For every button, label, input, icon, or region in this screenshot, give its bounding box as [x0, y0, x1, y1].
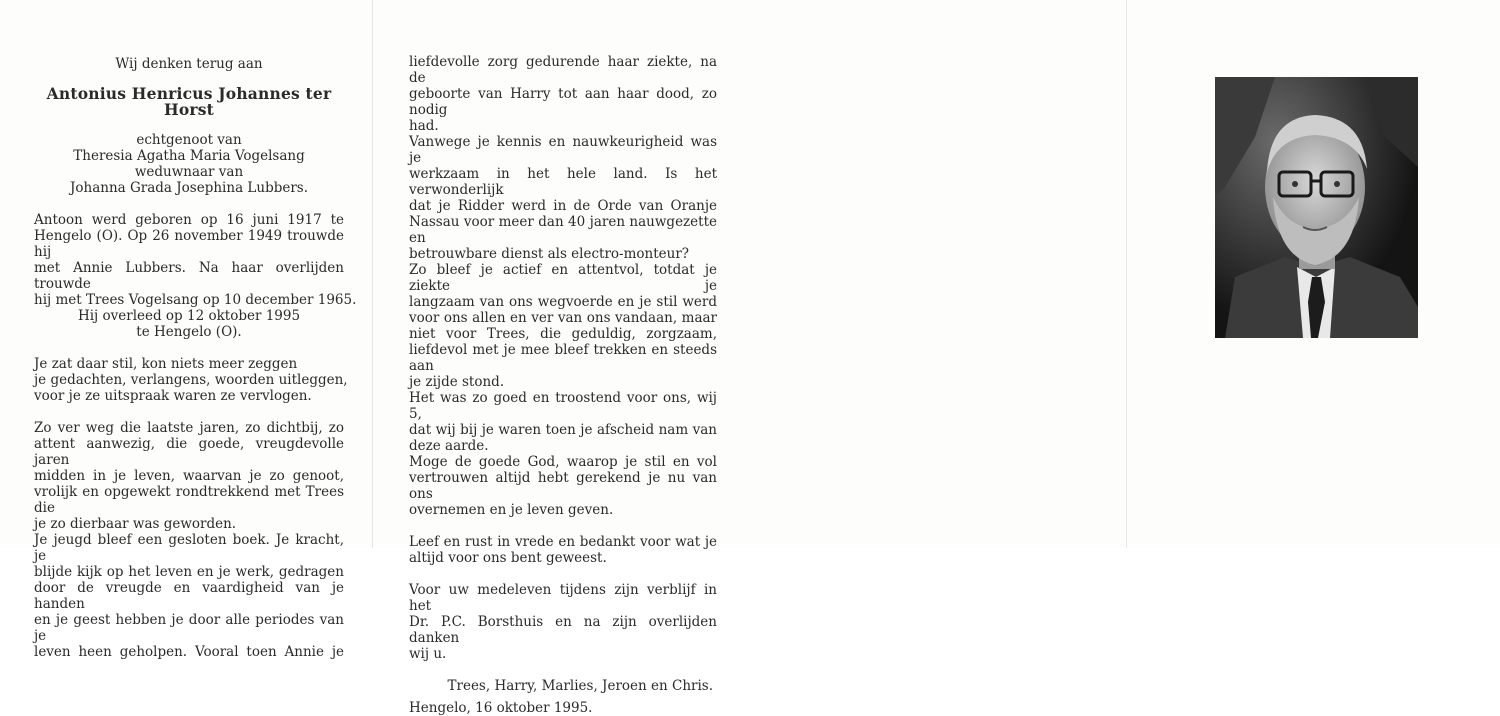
relation-line: Johanna Grada Josephina Lubbers.	[69, 180, 309, 196]
para-line: je zijde stond.	[409, 374, 505, 390]
para-line: je zo dierbaar was geworden.	[34, 516, 237, 532]
family-signature: Trees, Harry, Marlies, Jeroen en Chris.	[447, 678, 713, 694]
para-line: blijde kijk op het leven en je werk, gedragen	[34, 564, 344, 580]
para-line: altijd voor ons bent geweest.	[409, 550, 607, 566]
fold-line	[1126, 0, 1127, 548]
poem-line: Je zat daar stil, kon niets meer zeggen	[34, 356, 298, 372]
para-line: vrolijk en opgewekt rondtrekkend met Trees die	[34, 484, 344, 516]
para-line: voor ons allen en ver van ons vandaan, maar	[409, 310, 717, 326]
deceased-name: Antonius Henricus Johannes ter Horst	[46, 84, 332, 119]
para-line: had.	[409, 118, 439, 134]
poem-line: je gedachten, verlangens, woorden uitleggen,	[34, 372, 348, 388]
para-line: en je geest hebben je door alle periodes van je	[34, 612, 344, 644]
relation-line: Theresia Agatha Maria Vogelsang	[73, 148, 305, 164]
para-line: dat je Ridder werd in de Orde van Oranje	[409, 198, 717, 214]
relation-line: weduwnaar van	[134, 164, 244, 180]
para-line: Nassau voor meer dan 40 jaren nauwgezette en	[409, 214, 717, 246]
portrait-image	[1215, 77, 1418, 338]
thanks-paragraph	[409, 582, 717, 662]
poem-line: voor je ze uitspraak waren ze vervlogen.	[34, 388, 312, 404]
care-paragraph	[409, 54, 717, 518]
para-line: Leef en rust in vrede en bedankt voor wat je	[409, 534, 717, 550]
life-paragraph	[34, 420, 344, 660]
para-line: Dr. P.C. Borsthuis en na zijn overlijden danken	[409, 614, 717, 646]
para-line: Vanwege je kennis en nauwkeurigheid was je	[409, 134, 717, 166]
left-column	[34, 56, 357, 660]
farewell-paragraph	[409, 534, 717, 566]
bio-line: Hengelo (O). Op 26 november 1949 trouwde hij	[34, 228, 344, 260]
para-line: wij u.	[409, 646, 447, 662]
para-line: geboorte van Harry tot aan haar dood, zo nodig	[409, 86, 717, 118]
bio-line: Hij overleed op 12 oktober 1995	[77, 308, 301, 324]
biography	[34, 212, 357, 340]
poem	[34, 356, 348, 404]
para-line: Het was zo goed en troostend voor ons, wij 5,	[409, 390, 717, 422]
para-line: Je jeugd bleef een gesloten boek. Je kracht, je	[34, 532, 344, 564]
para-line: Moge de goede God, waarop je stil en vol	[409, 454, 717, 470]
bio-line: te Hengelo (O).	[136, 324, 242, 340]
para-line: attent aanwezig, die goede, vreugdevolle jaren	[34, 436, 344, 468]
para-line: leven heen geholpen. Vooral toen Annie je	[34, 644, 344, 660]
para-line: liefdevolle zorg gedurende haar ziekte, na de	[409, 54, 717, 86]
para-line: Voor uw medeleven tijdens zijn verblijf in het	[409, 582, 717, 614]
para-line: langzaam van ons wegvoerde en je stil werd	[409, 294, 717, 310]
bio-line: Antoon werd geboren op 16 juni 1917 te	[34, 212, 344, 228]
para-line: Zo ver weg die laatste jaren, zo dichtbij, zo	[34, 420, 344, 436]
intro-heading: Wij denken terug aan	[115, 56, 263, 72]
portrait-photo	[1215, 77, 1418, 338]
para-line: betrouwbare dienst als electro-monteur?	[409, 246, 690, 262]
para-line: door de vreugde en vaardigheid van je handen	[34, 580, 344, 612]
fold-line	[372, 0, 373, 548]
para-line: overnemen en je leven geven.	[409, 502, 614, 518]
para-line: liefdevol met je mee bleef trekken en steeds aan	[409, 342, 717, 374]
para-line: dat wij bij je waren toen je afscheid nam van	[409, 422, 717, 438]
para-line: Zo bleef je actief en attentvol, totdat je ziekte je	[409, 262, 717, 294]
middle-column	[409, 54, 717, 716]
para-line: niet voor Trees, die geduldig, zorgzaam,	[409, 326, 717, 342]
para-line: vertrouwen altijd hebt gerekend je nu van ons	[409, 470, 717, 502]
bio-line: hij met Trees Vogelsang op 10 december 1965.	[34, 292, 357, 308]
relations	[34, 132, 344, 196]
para-line: midden in je leven, waarvan je zo genoot,	[34, 468, 344, 484]
relation-line: echtgenoot van	[136, 132, 242, 148]
place-date: Hengelo, 16 oktober 1995.	[409, 700, 593, 716]
bio-line: met Annie Lubbers. Na haar overlijden trouwde	[34, 260, 344, 292]
para-line: deze aarde.	[409, 438, 489, 454]
para-line: werkzaam in het hele land. Is het verwonderlijk	[409, 166, 717, 198]
